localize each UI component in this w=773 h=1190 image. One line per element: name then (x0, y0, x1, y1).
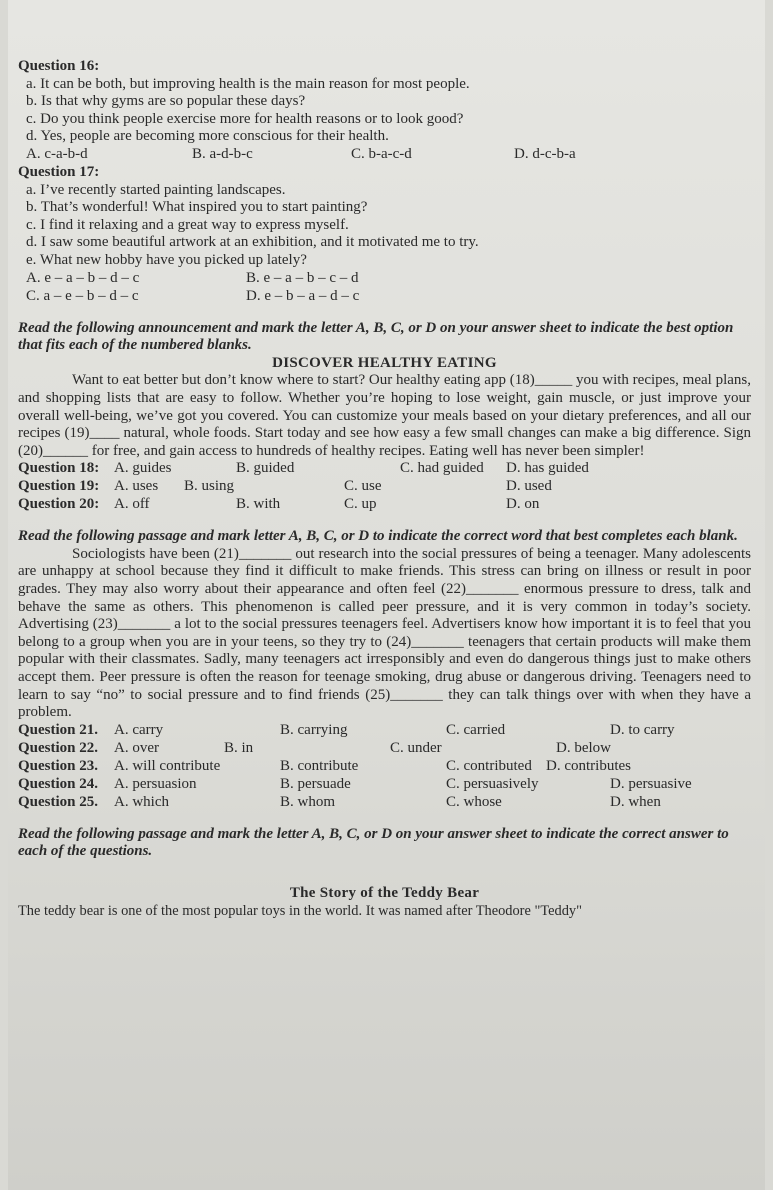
option-b[interactable]: B. using (184, 478, 235, 495)
reading-section (18, 826, 751, 920)
option-b[interactable]: B. whom (280, 793, 336, 810)
option-d[interactable]: D. e – b – a – d – c (246, 287, 360, 304)
question-label: Question 21. (18, 721, 99, 738)
passage-title: The Story of the Teddy Bear (289, 885, 480, 901)
option-c[interactable]: C. a – e – b – d – c (26, 287, 139, 304)
option-d[interactable]: D. when (610, 793, 661, 810)
option-a[interactable]: A. e – a – b – d – c (26, 269, 140, 286)
dialogue-line: b. That’s wonderful! What inspired you to start painting? (26, 199, 368, 216)
option-b[interactable]: B. in (224, 739, 254, 756)
option-a[interactable]: A. guides (114, 460, 172, 477)
question-label: Question 22. (18, 739, 99, 756)
option-a[interactable]: A. which (114, 793, 169, 810)
option-b[interactable]: B. contribute (280, 757, 359, 774)
option-c[interactable]: C. contributed (446, 757, 532, 774)
option-b[interactable]: B. carrying (280, 721, 348, 738)
passage-section (18, 528, 751, 812)
question-17 (18, 164, 751, 306)
dialogue-line: d. Yes, people are becoming more conscious for their health. (26, 128, 389, 145)
option-d[interactable]: D. below (556, 739, 611, 756)
option-a[interactable]: A. persuasion (114, 775, 197, 792)
question-20 (18, 496, 751, 514)
question-label: Question 17: (18, 163, 100, 180)
announcement-passage (18, 372, 751, 460)
question-18 (18, 460, 751, 478)
option-b[interactable]: B. a-d-b-c (192, 145, 253, 162)
section-instruction: Read the following passage and mark the letter A, B, C, or D on your answer sheet to indicate the correct answer to each of the questions. (18, 825, 729, 860)
option-c[interactable]: C. had guided (400, 460, 484, 477)
question-label: Question 23. (18, 757, 99, 774)
option-c[interactable]: C. under (390, 739, 442, 756)
option-a[interactable]: A. uses (114, 478, 159, 495)
answer-options (18, 146, 751, 164)
dialogue-line: e. What new hobby have you picked up lately? (26, 251, 307, 268)
option-c[interactable]: C. b-a-c-d (351, 145, 412, 162)
option-d[interactable]: D. contributes (546, 757, 631, 774)
option-a[interactable]: A. will contribute (114, 757, 221, 774)
dialogue-line: a. It can be both, but improving health is the main reason for most people. (26, 75, 470, 92)
question-label: Question 16: (18, 58, 100, 74)
question-label: Question 25. (18, 793, 99, 810)
option-b[interactable]: B. persuade (280, 775, 351, 792)
question-21 (18, 722, 751, 740)
passage-text: Sociologists have been (21)_______ out research into the social pressures of being a teenager. Many adolescents are unhappy at school because they find it difficult to make friends. This stress can bring on illness or result in poor grades. They may also worry about their appearance and often feel (22)_______ enormous pressure to dress, talk and behave the same as others. This phenomenon is called peer pressure, and it is very common in today’s society. Advertising (23)_______ a lot to the social pressures teenagers feel. Advertisers know how important it is to feel that you belong to a group when you are in your teens, so they try to (24)_______ teenagers that certain products will make them popular with their classmates. Sadly, many teenagers act irresponsibly and even do dangerous things just to make others accept them. Peer pressure is often the reason for teenage smoking, drug abuse or dangerous driving. Teenagers need to learn to say “no” to social pressure and to find friends (25)_______ they can talk things over with when they have a problem. (18, 545, 751, 721)
option-b[interactable]: B. e – a – b – c – d (246, 269, 359, 286)
dialogue-line: c. Do you think people exercise more for health reasons or to look good? (26, 110, 464, 127)
passage-text: Want to eat better but don’t know where to start? Our healthy eating app (18)_____ you with recipes, meal plans, and shopping lists that are easy to follow. Whether you’re hoping to lose weight, gain muscle, or just improve your overall well-being, we’ve got you covered. You can customize your meals based on your dietary preferences, and all our recipes (19)____ natural, whole foods. Start today and see how easy a few small changes can make a big difference. Sign (20)______ for free, and gain access to hundreds of healthy recipes. Eating well has never been simpler! (18, 372, 751, 459)
question-label: Question 24. (18, 775, 99, 792)
option-d[interactable]: D. on (506, 496, 540, 513)
announcement-section (18, 320, 751, 515)
option-b[interactable]: B. with (236, 496, 281, 513)
section-instruction: Read the following announcement and mark the letter A, B, C, or D on your answer sheet to indicate the best option that fits each of the numbered blanks. (18, 319, 734, 354)
passage-text: The teddy bear is one of the most popular toys in the world. It was named after Theodore "Teddy" (18, 902, 582, 919)
question-24 (18, 776, 751, 794)
option-d[interactable]: D. persuasive (610, 775, 692, 792)
reading-passage (18, 546, 751, 722)
dialogue-line: a. I’ve recently started painting landscapes. (26, 181, 286, 198)
option-d[interactable]: D. used (506, 478, 552, 495)
option-c[interactable]: C. carried (446, 721, 506, 738)
section-instruction: Read the following passage and mark letter A, B, C, or D to indicate the correct word that best completes each blank. (18, 528, 738, 545)
question-label: Question 19: (18, 478, 100, 495)
answer-options (18, 288, 751, 306)
worksheet-page (8, 0, 765, 1190)
dialogue-line: b. Is that why gyms are so popular these days? (26, 93, 306, 110)
question-23 (18, 758, 751, 776)
question-label: Question 20: (18, 496, 100, 513)
question-label: Question 18: (18, 460, 100, 477)
option-d[interactable]: D. has guided (506, 460, 589, 477)
option-b[interactable]: B. guided (236, 460, 295, 477)
announcement-title: DISCOVER HEALTHY EATING (272, 354, 497, 371)
option-a[interactable]: A. carry (114, 721, 164, 738)
option-d[interactable]: D. d-c-b-a (514, 145, 576, 162)
dialogue-line: c. I find it relaxing and a great way to express myself. (26, 216, 349, 233)
option-a[interactable]: A. over (114, 739, 159, 756)
question-22 (18, 740, 751, 758)
dialogue-line: d. I saw some beautiful artwork at an exhibition, and it motivated me to try. (26, 234, 479, 251)
option-a[interactable]: A. off (114, 496, 150, 513)
option-c[interactable]: C. persuasively (446, 775, 539, 792)
answer-options (18, 270, 751, 288)
option-d[interactable]: D. to carry (610, 721, 675, 738)
question-19 (18, 478, 751, 496)
option-c[interactable]: C. use (344, 478, 382, 495)
question-25 (18, 794, 751, 812)
option-a[interactable]: A. c-a-b-d (26, 145, 88, 162)
option-c[interactable]: C. whose (446, 793, 502, 810)
option-c[interactable]: C. up (344, 496, 377, 513)
question-16 (18, 58, 751, 164)
